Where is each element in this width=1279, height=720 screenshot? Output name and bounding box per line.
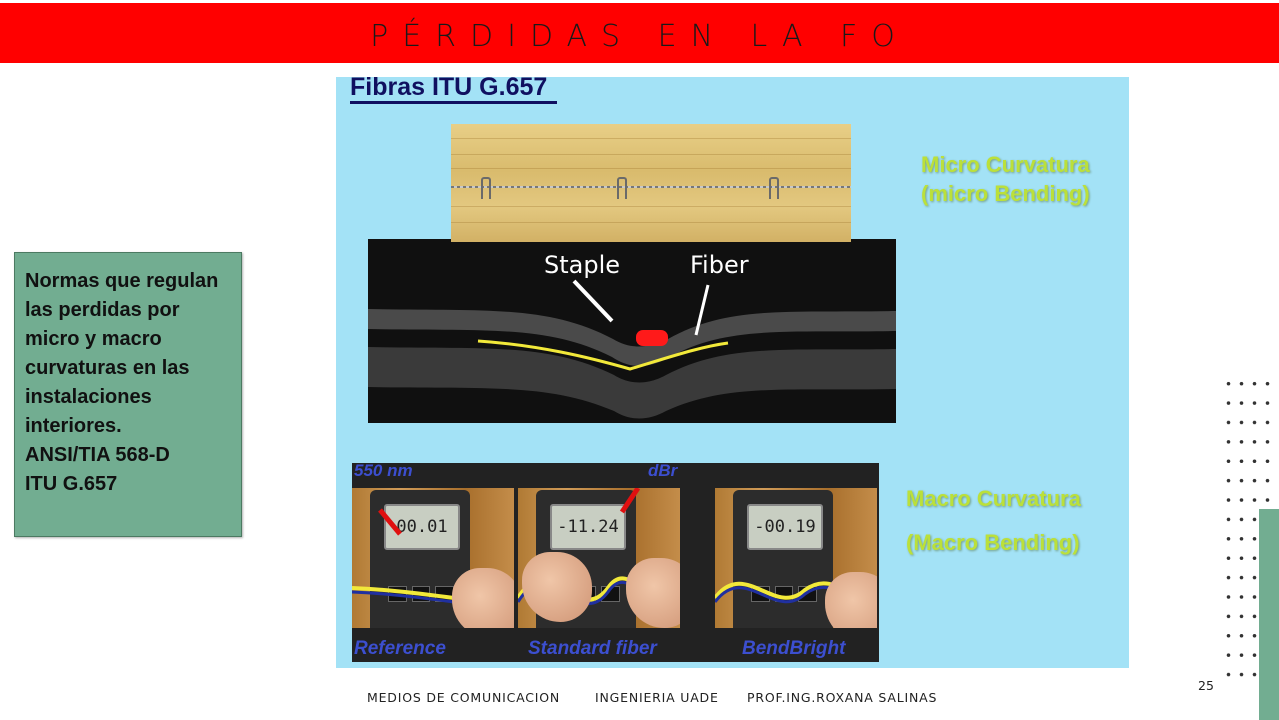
norms-line: instalaciones (25, 386, 152, 408)
staple-mark (769, 177, 779, 199)
page-number: 25 (1198, 678, 1214, 693)
macrobend-photo (352, 463, 879, 662)
micro-label-line1: Micro Curvatura (921, 152, 1090, 177)
caption-bendbright: BendBright (742, 638, 846, 659)
figure-heading: Fibras ITU G.657 (350, 77, 557, 104)
wavelength-label: 550 nm (354, 461, 413, 480)
macro-label-line2: (Macro Bending) (906, 530, 1080, 555)
staple-mark (481, 177, 491, 199)
microbend-diagram (368, 239, 896, 423)
staple-mark (617, 177, 627, 199)
macro-label-line1: Macro Curvatura (906, 486, 1081, 511)
title-bar (0, 3, 1279, 63)
caption-reference: Reference (354, 638, 446, 659)
meter-reading: 00.01 (384, 504, 460, 550)
micro-label-line2: (micro Bending) (921, 181, 1090, 206)
fiber-label: Fiber (690, 251, 749, 279)
dbr-label: dBr (648, 461, 678, 480)
microbend-photo (368, 239, 896, 423)
figure-image (336, 77, 1129, 668)
norms-line: ITU G.657 (25, 473, 118, 495)
footer-professor: PROF.ING.ROXANA SALINAS (747, 690, 938, 705)
reference-panel (352, 488, 514, 628)
norms-line: curvaturas en las (25, 357, 190, 379)
norms-text-box (14, 252, 242, 537)
staple-block (636, 330, 668, 346)
wood-plank-photo (451, 124, 851, 242)
staple-label: Staple (544, 251, 621, 279)
meter-reading: -00.19 (747, 504, 823, 550)
footer-course: MEDIOS DE COMUNICACION (367, 690, 561, 705)
norms-line: interiores. (25, 415, 122, 437)
norms-line: las perdidas por (25, 299, 180, 321)
slide-title: PÉRDIDAS EN LA FO (370, 19, 909, 54)
decorative-green-strip (1259, 509, 1279, 720)
norms-line: Normas que regulan (25, 270, 219, 292)
bendbright-panel (715, 488, 877, 628)
norms-line: micro y macro (25, 328, 162, 350)
norms-line: ANSI/TIA 568-D (25, 444, 170, 466)
standard-fiber-panel (518, 488, 680, 628)
stapled-fiber (451, 186, 851, 188)
meter-reading: -11.24 (550, 504, 626, 550)
caption-standard-fiber: Standard fiber (528, 638, 657, 659)
footer-school: INGENIERIA UADE (595, 690, 719, 705)
